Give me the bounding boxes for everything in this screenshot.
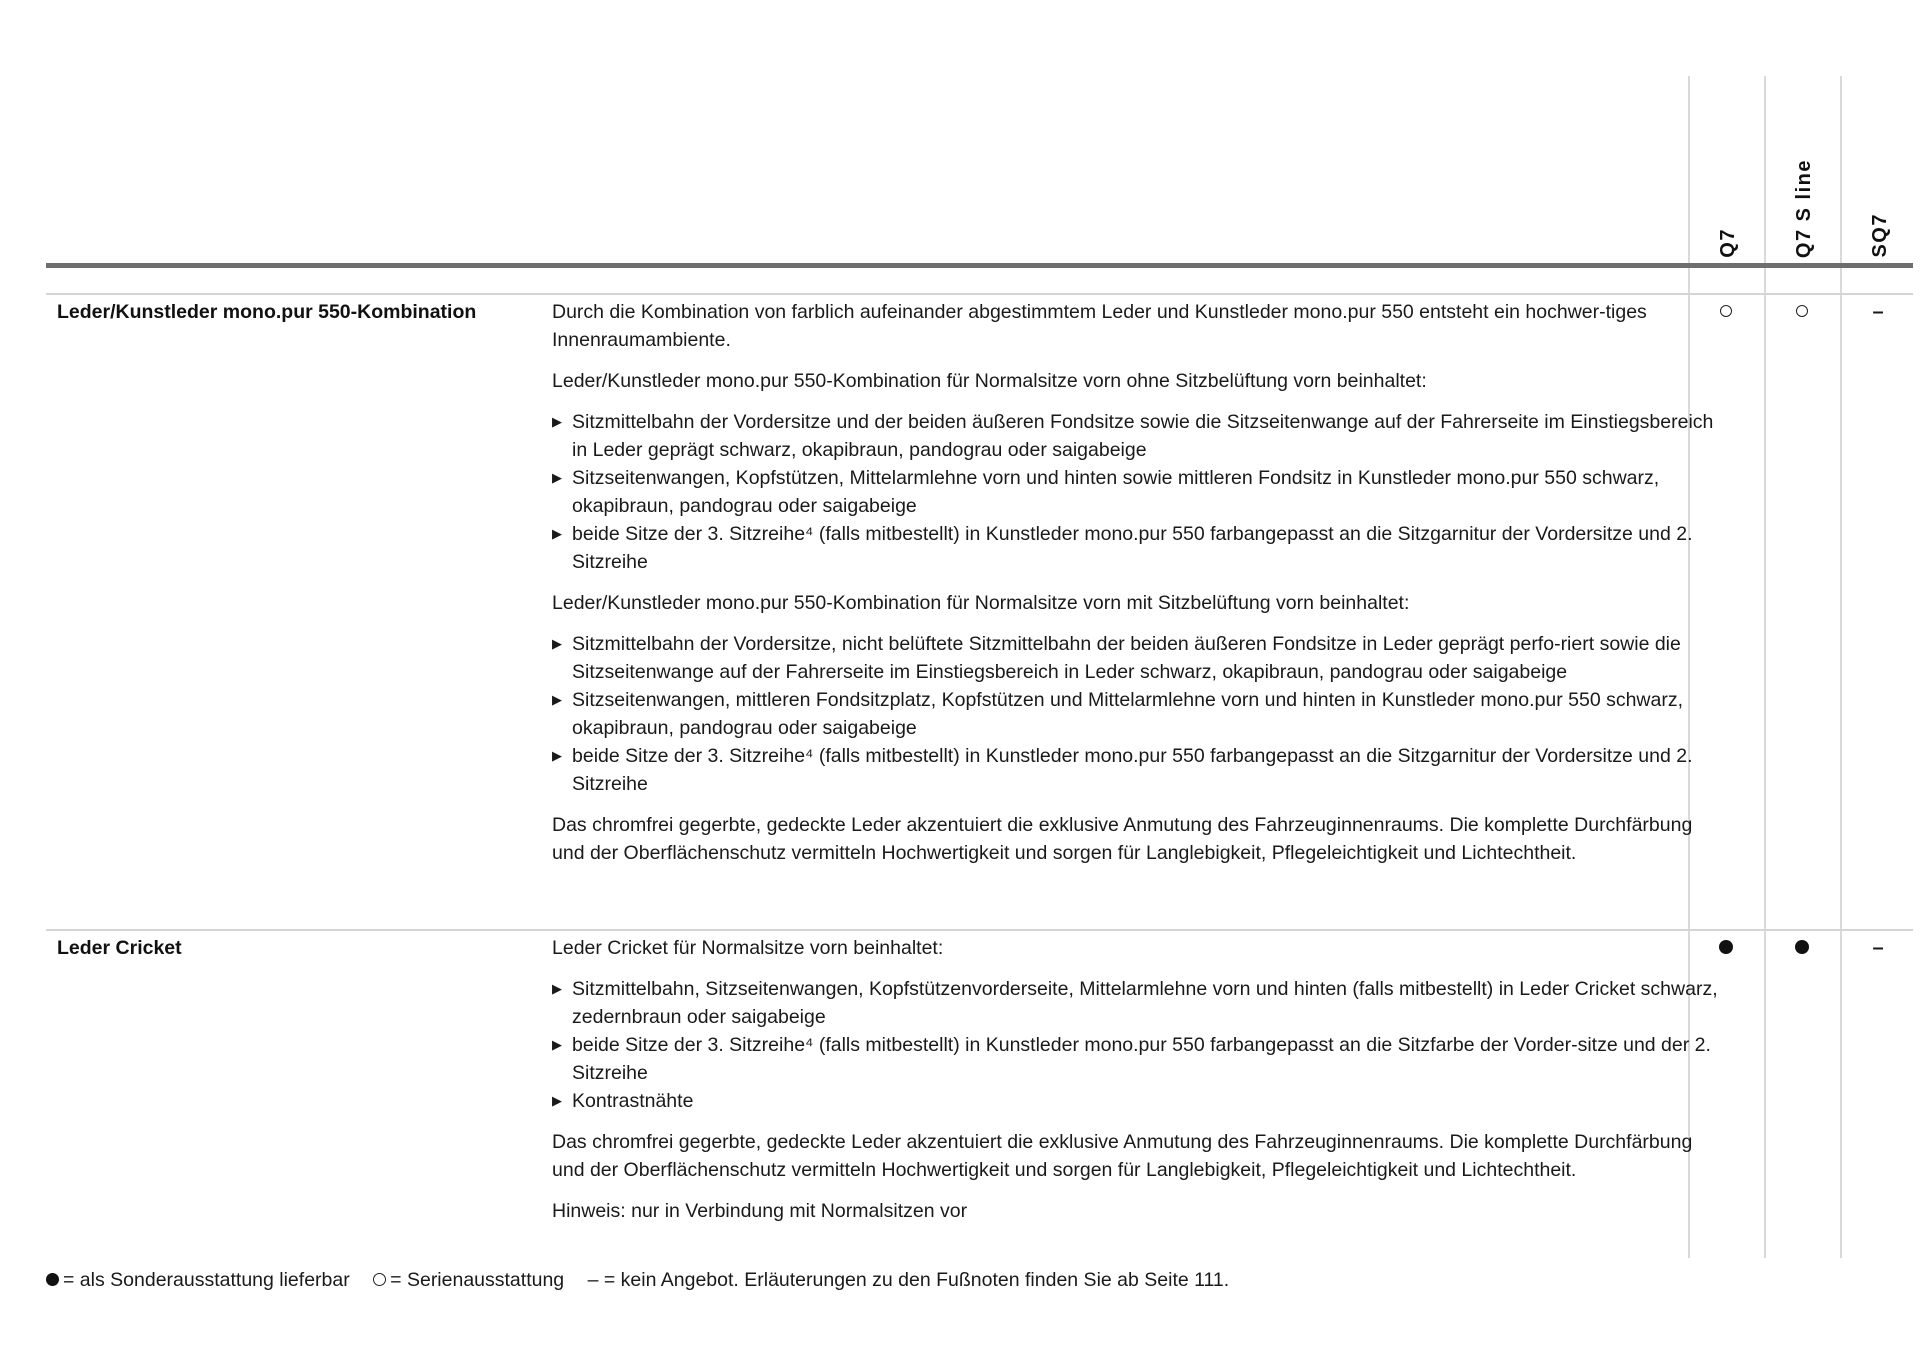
not-available-icon: – [1872,301,1884,323]
column-header-q7-s-line: Q7 S line [1792,158,1815,258]
feature-list [552,408,1722,576]
optional-equipment-icon [1719,940,1733,954]
row-description [552,298,1722,880]
bullet-icon: ▶ [552,414,562,429]
description-intro: Durch die Kombination von farblich aufeinander abgestimmtem Leder und Kunstleder mono.pur 550 entsteht ein hochwer-tiges Innenraumambiente. [552,301,1647,351]
bullet-icon: ▶ [552,526,562,541]
section-heading: Leder/Kunstleder mono.pur 550-Kombination für Normalsitze vorn ohne Sitzbelüftung vorn beinhaltet: [552,370,1427,392]
column-header-sq7: SQ7 [1868,213,1891,258]
standard-equipment-icon [1720,305,1732,317]
column-divider [1840,76,1842,1258]
availability-sq7 [1842,298,1914,326]
availability-sq7 [1842,934,1914,962]
description-outro: Das chromfrei gegerbte, gedeckte Leder akzentuiert die exklusive Anmutung des Fahrzeuginnenraums. Die komplette Durchfärbung und der Oberflächenschutz vermitteln Hochwertigkeit und sorgen für Langlebigkeit, Pflegeleichtigkeit und Lichtechtheit. [552,1131,1693,1181]
feature-list [552,630,1722,798]
list-item: ▶ beide Sitze der 3. Sitzreihe⁴ (falls mitbestellt) in Kunstleder mono.pur 550 farbangepasst an die Sitzgarnitur der Vordersitze und 2. Sitzreihe [552,742,1722,798]
description-outro: Das chromfrei gegerbte, gedeckte Leder akzentuiert die exklusive Anmutung des Fahrzeuginnenraums. Die komplette Durchfärbung und der Oberflächenschutz vermitteln Hochwertigkeit und sorgen für Langlebigkeit, Pflegeleichtigkeit und Lichtechtheit. [552,814,1693,864]
list-item: ▶ Sitzmittelbahn, Sitzseitenwangen, Kopfstützenvorderseite, Mittelarmlehne vorn und hinten (falls mitbestellt) in Leder Cricket schwarz, zedernbraun oder saigabeige [552,975,1722,1031]
legend [46,1266,1247,1294]
section-heading: Leder/Kunstleder mono.pur 550-Kombination für Normalsitze vorn mit Sitzbelüftung vorn beinhaltet: [552,592,1410,614]
row-description [552,934,1722,1238]
row-title: Leder/Kunstleder mono.pur 550-Kombination [57,301,477,323]
legend-none: – = kein Angebot. Erläuterungen zu den Fußnoten finden Sie ab Seite 111. [587,1269,1230,1291]
list-item: ▶ Kontrastnähte [552,1087,1722,1115]
bullet-icon: ▶ [552,692,562,707]
legend-optional: = als Sonderausstattung lieferbar [46,1269,350,1291]
bullet-icon: ▶ [552,1037,562,1052]
row-divider [46,293,1913,295]
column-header-q7: Q7 [1716,228,1739,258]
list-item: ▶ Sitzmittelbahn der Vordersitze und der beiden äußeren Fondsitze sowie die Sitzseitenwange auf der Fahrerseite im Einstiegsbereich in Leder geprägt schwarz, okapibraun, pandograu oder saigabeige [552,408,1722,464]
bullet-icon: ▶ [552,981,562,996]
legend-standard: = Serienausstattung [373,1269,564,1291]
standard-equipment-icon [1796,305,1808,317]
list-item: ▶ Sitzseitenwangen, Kopfstützen, Mittelarmlehne vorn und hinten sowie mittleren Fondsitz in Kunstleder mono.pur 550 schwarz, okapibraun, pandograu oder saigabeige [552,464,1722,520]
bullet-icon: ▶ [552,1093,562,1108]
optional-equipment-icon [46,1273,59,1286]
availability-q7-s-line [1766,298,1838,326]
row-title: Leder Cricket [57,937,182,959]
header-divider [46,263,1913,268]
bullet-icon: ▶ [552,748,562,763]
not-available-icon: – [1872,937,1884,959]
standard-equipment-icon [373,1273,386,1286]
availability-q7-s-line [1766,934,1838,962]
section-heading: Leder Cricket für Normalsitze vorn beinhaltet: [552,937,944,959]
list-item: ▶ beide Sitze der 3. Sitzreihe⁴ (falls mitbestellt) in Kunstleder mono.pur 550 farbangepasst an die Sitzfarbe der Vorder-sitze und der 2. Sitzreihe [552,1031,1722,1087]
availability-q7 [1690,934,1762,962]
bullet-icon: ▶ [552,470,562,485]
list-item: ▶ beide Sitze der 3. Sitzreihe⁴ (falls mitbestellt) in Kunstleder mono.pur 550 farbangepasst an die Sitzgarnitur der Vordersitze und 2. Sitzreihe [552,520,1722,576]
optional-equipment-icon [1795,940,1809,954]
list-item: ▶ Sitzmittelbahn der Vordersitze, nicht belüftete Sitzmittelbahn der beiden äußeren Fondsitze in Leder geprägt perfo-riert sowie die Sitzseitenwange auf der Fahrerseite im Einstiegsbereich in Leder schwarz, okapibraun, pandograu oder saigabeige [552,630,1722,686]
column-divider [1764,76,1766,1258]
bullet-icon: ▶ [552,636,562,651]
list-item: ▶ Sitzseitenwangen, mittleren Fondsitzplatz, Kopfstützen und Mittelarmlehne vorn und hinten in Kunstleder mono.pur 550 schwarz, okapibraun, pandograu oder saigabeige [552,686,1722,742]
description-note: Hinweis: nur in Verbindung mit Normalsitzen vor [552,1200,968,1222]
feature-list [552,975,1722,1115]
row-divider [46,929,1913,931]
availability-q7 [1690,298,1762,326]
